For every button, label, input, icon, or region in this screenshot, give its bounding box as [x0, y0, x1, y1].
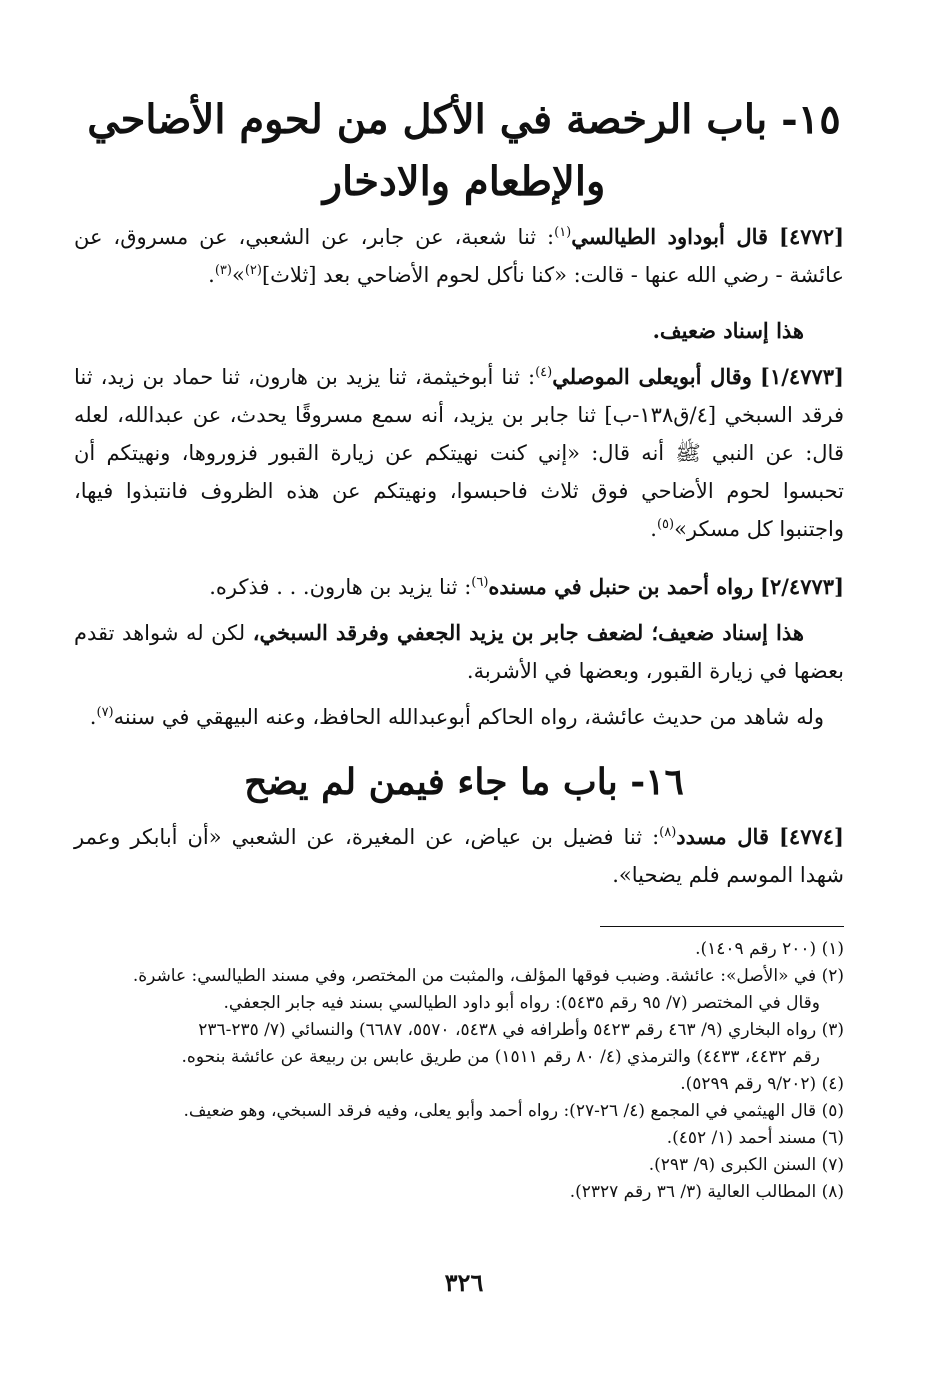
grading-text: لكن له شواهد تقدم بعضها في زيارة القبور، وبعضها في الأشربة.: [74, 621, 844, 683]
hadith-text: : ثنا يزيد بن هارون. . . فذكره.: [209, 575, 472, 599]
hadith-text: .: [650, 517, 657, 541]
footnote-ref: (٨): [659, 825, 677, 840]
hadith-text: : ثنا فضيل بن عياض، عن المغيرة، عن الشعبي «أن أبابكر وعمر شهدا الموسم فلم يضحيا».: [74, 825, 844, 887]
footnote: (٦) مسند أحمد (١/ ٤٥٢).: [666, 1128, 844, 1148]
hadith-4773-1: [74, 358, 844, 548]
footnote: (٥) قال الهيثمي في المجمع (٤/ ٢٦-٢٧): رواه أحمد وأبو يعلى، وفيه فرقد السبخي، وهو ضعيف.: [183, 1101, 844, 1121]
hadith-text: : ثنا أبوخيثمة، ثنا يزيد بن هارون، ثنا حماد بن زيد، ثنا فرقد السبخي [٤/ق١٣٨-ب] ثنا جابر بن يزيد، أنه سمع مسروقًا يحدث، عن عبدالله، لعله قال: عن النبي ﷺ أنه قال: «إني كنت نهيتكم عن زيارة القبور فزوروها، ونهيتكم أن تحبسوا لحوم الأضاحي فوق ثلاث فاحبسوا، ونهيتكم عن هذه الظروف فانتبذوا فيها، واجتنبوا كل مسكر»: [74, 365, 845, 541]
chapter-15-title-line-2: والإطعام والادخار: [322, 158, 606, 205]
footnote: (٢) في «الأصل»: عائشة. وضبب فوقها المؤلف، والمثبت من المختصر، وفي مسند الطيالسي: عاشرة.: [132, 966, 844, 986]
hadith-number: [١/٤٧٧٣]: [760, 364, 844, 389]
grading-bold: هذا إسناد ضعيف؛ لضعف جابر بن يزيد الجعفي وفرقد السبخي،: [252, 620, 804, 645]
grading-4773: [74, 614, 844, 690]
footnote-divider: [600, 926, 844, 927]
chapter-16-title: ١٦- باب ما جاء فيمن لم يضح: [244, 761, 684, 803]
hadith-4772: [74, 218, 844, 294]
footnote-ref: (٤): [535, 365, 553, 380]
footnote-ref: (٧): [96, 705, 114, 720]
footnote-ref: (٢): [244, 263, 262, 278]
hadith-number: [٤٧٧٤]: [778, 824, 844, 849]
narrator: وقال أبويعلى الموصلي: [552, 364, 752, 389]
hadith-text: »: [231, 263, 245, 287]
narrator: رواه أحمد بن حنبل في مسنده: [488, 574, 754, 599]
chapter-15-title-line-1: ١٥- باب الرخصة في الأكل من لحوم الأضاحي: [87, 96, 841, 143]
witness-text: وله شاهد من حديث عائشة، رواه الحاكم أبوعبدالله الحافظ، وعنه البيهقي في سننه: [113, 705, 824, 729]
footnote: (٧) السنن الكبرى (٩/ ٢٩٣).: [648, 1155, 844, 1175]
footnote-ref: (٦): [471, 575, 489, 590]
witness-note: [74, 698, 844, 736]
footnote-ref: (٥): [656, 517, 675, 532]
footnote: (١) (٢٠٠ رقم ١٤٠٩).: [695, 939, 844, 959]
hadith-4773-2: [74, 568, 844, 606]
grading-4772: هذا إسناد ضعيف.: [652, 318, 804, 343]
hadith-number: [٢/٤٧٧٣]: [760, 574, 844, 599]
narrator: قال أبوداود الطيالسي: [571, 224, 769, 249]
hadith-4774: [74, 818, 844, 894]
page-number: ٣٢٦: [444, 1268, 484, 1297]
narrator: قال مسدد: [676, 824, 769, 849]
footnote-ref: (٣): [214, 263, 232, 278]
footnote: (٨) المطالب العالية (٣/ ٣٦ رقم ٢٣٢٧).: [569, 1182, 844, 1202]
footnotes-list: [74, 936, 844, 1206]
hadith-number: [٤٧٧٢]: [779, 224, 844, 249]
footnote: رقم ٤٤٣٢، ٤٤٣٣) والترمذي (٤/ ٨٠ رقم ١٥١١) من طريق عابس بن ربيعة عن عائشة بنحوه.: [181, 1047, 820, 1067]
footnote-ref: (١): [554, 225, 572, 240]
hadith-text: : ثنا شعبة، عن جابر، عن الشعبي، عن مسروق، عن عائشة - رضي الله عنها - قالت: «كنا نأكل لحوم الأضاحي بعد [ثلاث]: [74, 225, 844, 287]
footnote: (٤) (٩/٢٠٢ رقم ٥٢٩٩).: [680, 1074, 844, 1094]
hadith-text: .: [208, 263, 215, 287]
footnote: (٣) رواه البخاري (٩/ ٤٦٣ رقم ٥٤٢٣ وأطرافه في ٥٤٣٨، ٥٥٧٠، ٦٦٨٧) والنسائي (٧/ ٢٣٥-٢٣٦: [198, 1020, 844, 1040]
witness-end: .: [89, 705, 97, 729]
footnote: وقال في المختصر (٧/ ٩٥ رقم ٥٤٣٥): رواه أبو داود الطيالسي بسند فيه جابر الجعفي.: [223, 993, 820, 1013]
